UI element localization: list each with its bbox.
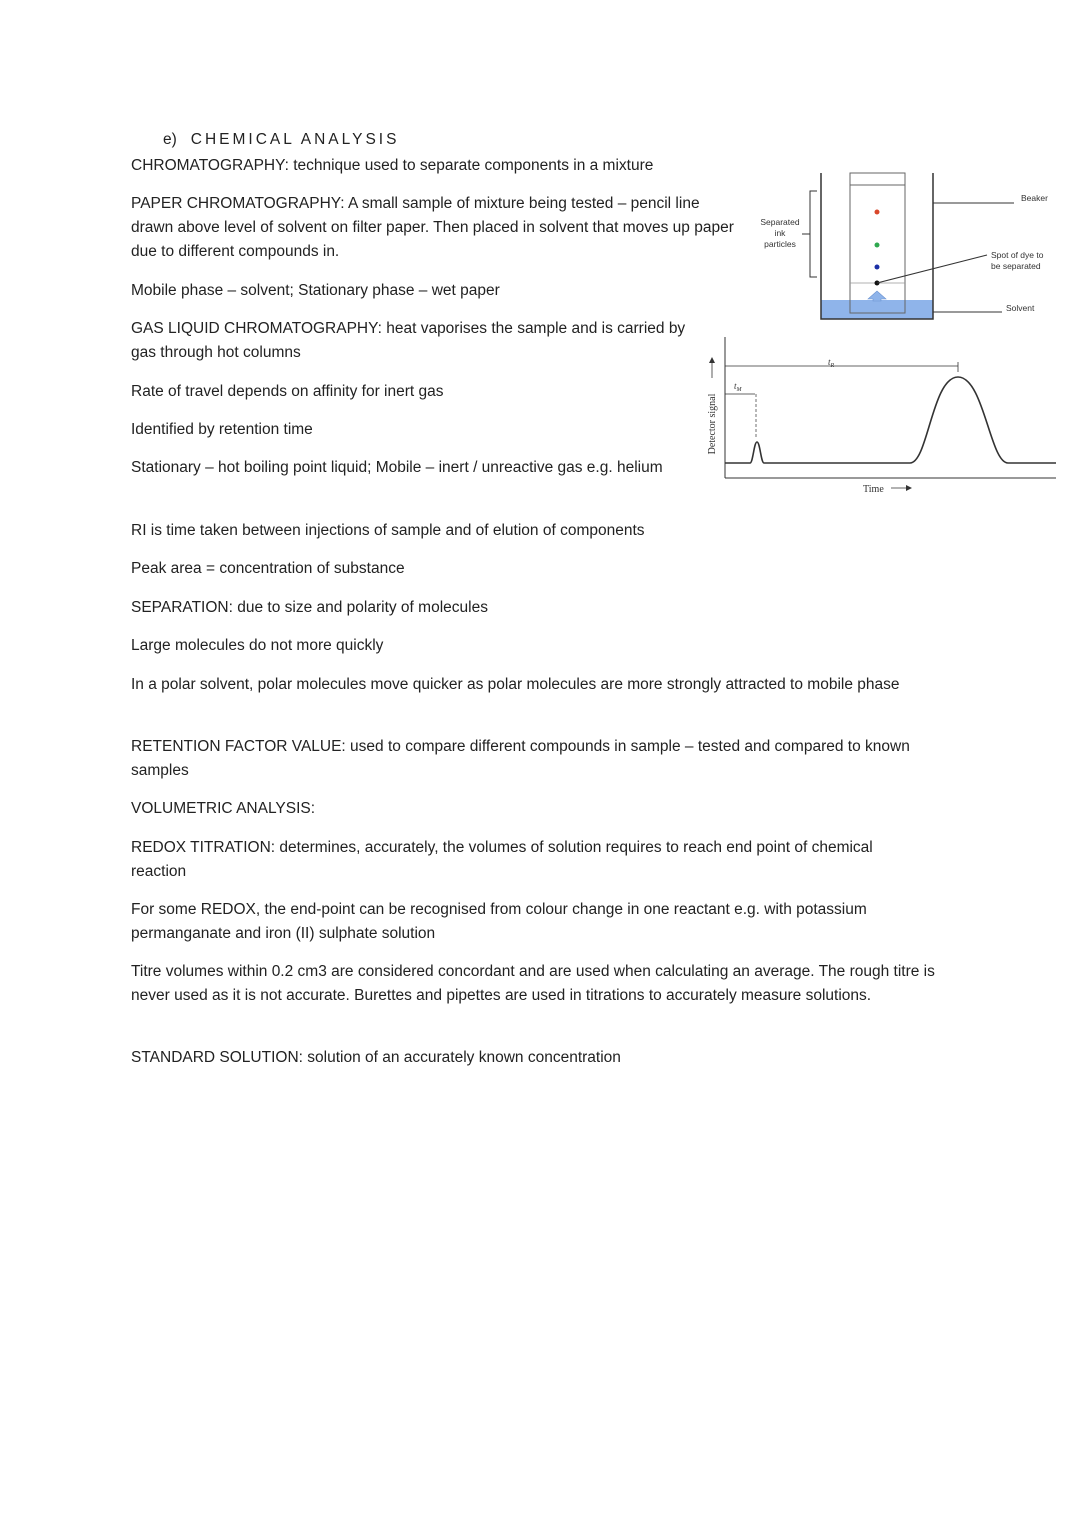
- paragraph-chromatography: CHROMATOGRAPHY: technique used to separate components in a mixture: [131, 157, 654, 174]
- label-spot-2: be separated: [991, 261, 1041, 271]
- paragraph-titre-volumes: Titre volumes within 0.2 cm3 are considered concordant and are used when calculating an average. The rough titre is never used as it is not accurate. Burettes and pipettes are used in titrations to accurately measure solutions.: [131, 963, 935, 1004]
- section-number: e): [163, 131, 177, 148]
- paragraph-redox-titration: REDOX TITRATION: determines, accurately, the volumes of solution requires to reach end point of chemical reaction: [131, 839, 873, 880]
- paragraph-polar-solvent: In a polar solvent, polar molecules move quicker as polar molecules are more strongly attracted to mobile phase: [131, 676, 900, 693]
- ink-dot-red: [875, 210, 880, 215]
- paragraph-mobile-phase: Mobile phase – solvent; Stationary phase – wet paper: [131, 282, 500, 299]
- paragraph-standard-solution: STANDARD SOLUTION: solution of an accurately known concentration: [131, 1049, 621, 1066]
- spot-pointer: [877, 255, 987, 283]
- paragraph-ri: RI is time taken between injections of sample and of elution of components: [131, 522, 645, 539]
- glc-chromatogram: [700, 332, 1060, 500]
- paragraph-gas-liquid: GAS LIQUID CHROMATOGRAPHY: heat vaporises the sample and is carried by gas through hot columns: [131, 320, 686, 361]
- label-beaker: Beaker: [1021, 193, 1048, 203]
- label-tm: $t_M$: [734, 381, 742, 393]
- xlabel-time: Time: [863, 484, 884, 495]
- label-solvent: Solvent: [1006, 303, 1035, 313]
- paragraph-stationary-mobile: Stationary – hot boiling point liquid; Mobile – inert / unreactive gas e.g. helium: [131, 459, 663, 476]
- separated-bracket: [810, 191, 817, 277]
- ink-dot-blue: [875, 265, 880, 270]
- ylabel-arrowhead: [709, 357, 715, 363]
- xlabel-arrowhead: [906, 485, 912, 491]
- paragraph-volumetric: VOLUMETRIC ANALYSIS:: [131, 800, 316, 817]
- paragraph-large-molecules: Large molecules do not more quickly: [131, 637, 384, 654]
- solvent-rise-arrow: [868, 291, 886, 301]
- paragraph-redox-endpoint: For some REDOX, the end-point can be recognised from colour change in one reactant e.g. with potassium permanganate and iron (II) sulphate solution: [131, 901, 867, 942]
- paragraph-paper-chromatography: PAPER CHROMATOGRAPHY: A small sample of mixture being tested – pencil line drawn above level of solvent on filter paper. Then placed in solvent that moves up paper due to different compounds in.: [131, 195, 734, 260]
- ylabel-detector-signal: Detector signal: [707, 393, 718, 455]
- paragraph-retention-time: Identified by retention time: [131, 421, 313, 438]
- paragraph-peak-area: Peak area = concentration of substance: [131, 560, 405, 577]
- label-separated-1: Separated: [760, 217, 800, 227]
- label-separated-2: ink: [774, 228, 786, 238]
- solvent-fill: [821, 300, 933, 319]
- label-spot-1: Spot of dye to: [991, 250, 1044, 260]
- paragraph-retention-factor: RETENTION FACTOR VALUE: used to compare different compounds in sample – tested and compared to known samples: [131, 738, 910, 779]
- section-heading: [163, 131, 399, 149]
- paragraph-rate-of-travel: Rate of travel depends on affinity for inert gas: [131, 383, 444, 400]
- section-title: CHEMICAL ANALYSIS: [190, 131, 400, 148]
- paragraph-separation: SEPARATION: due to size and polarity of molecules: [131, 599, 488, 616]
- label-separated-3: particles: [764, 239, 796, 249]
- signal-trace: [725, 377, 1056, 463]
- ink-dot-green: [875, 243, 880, 248]
- label-tr: $t_R$: [828, 357, 835, 369]
- paper-chromatography-diagram: [750, 165, 1060, 330]
